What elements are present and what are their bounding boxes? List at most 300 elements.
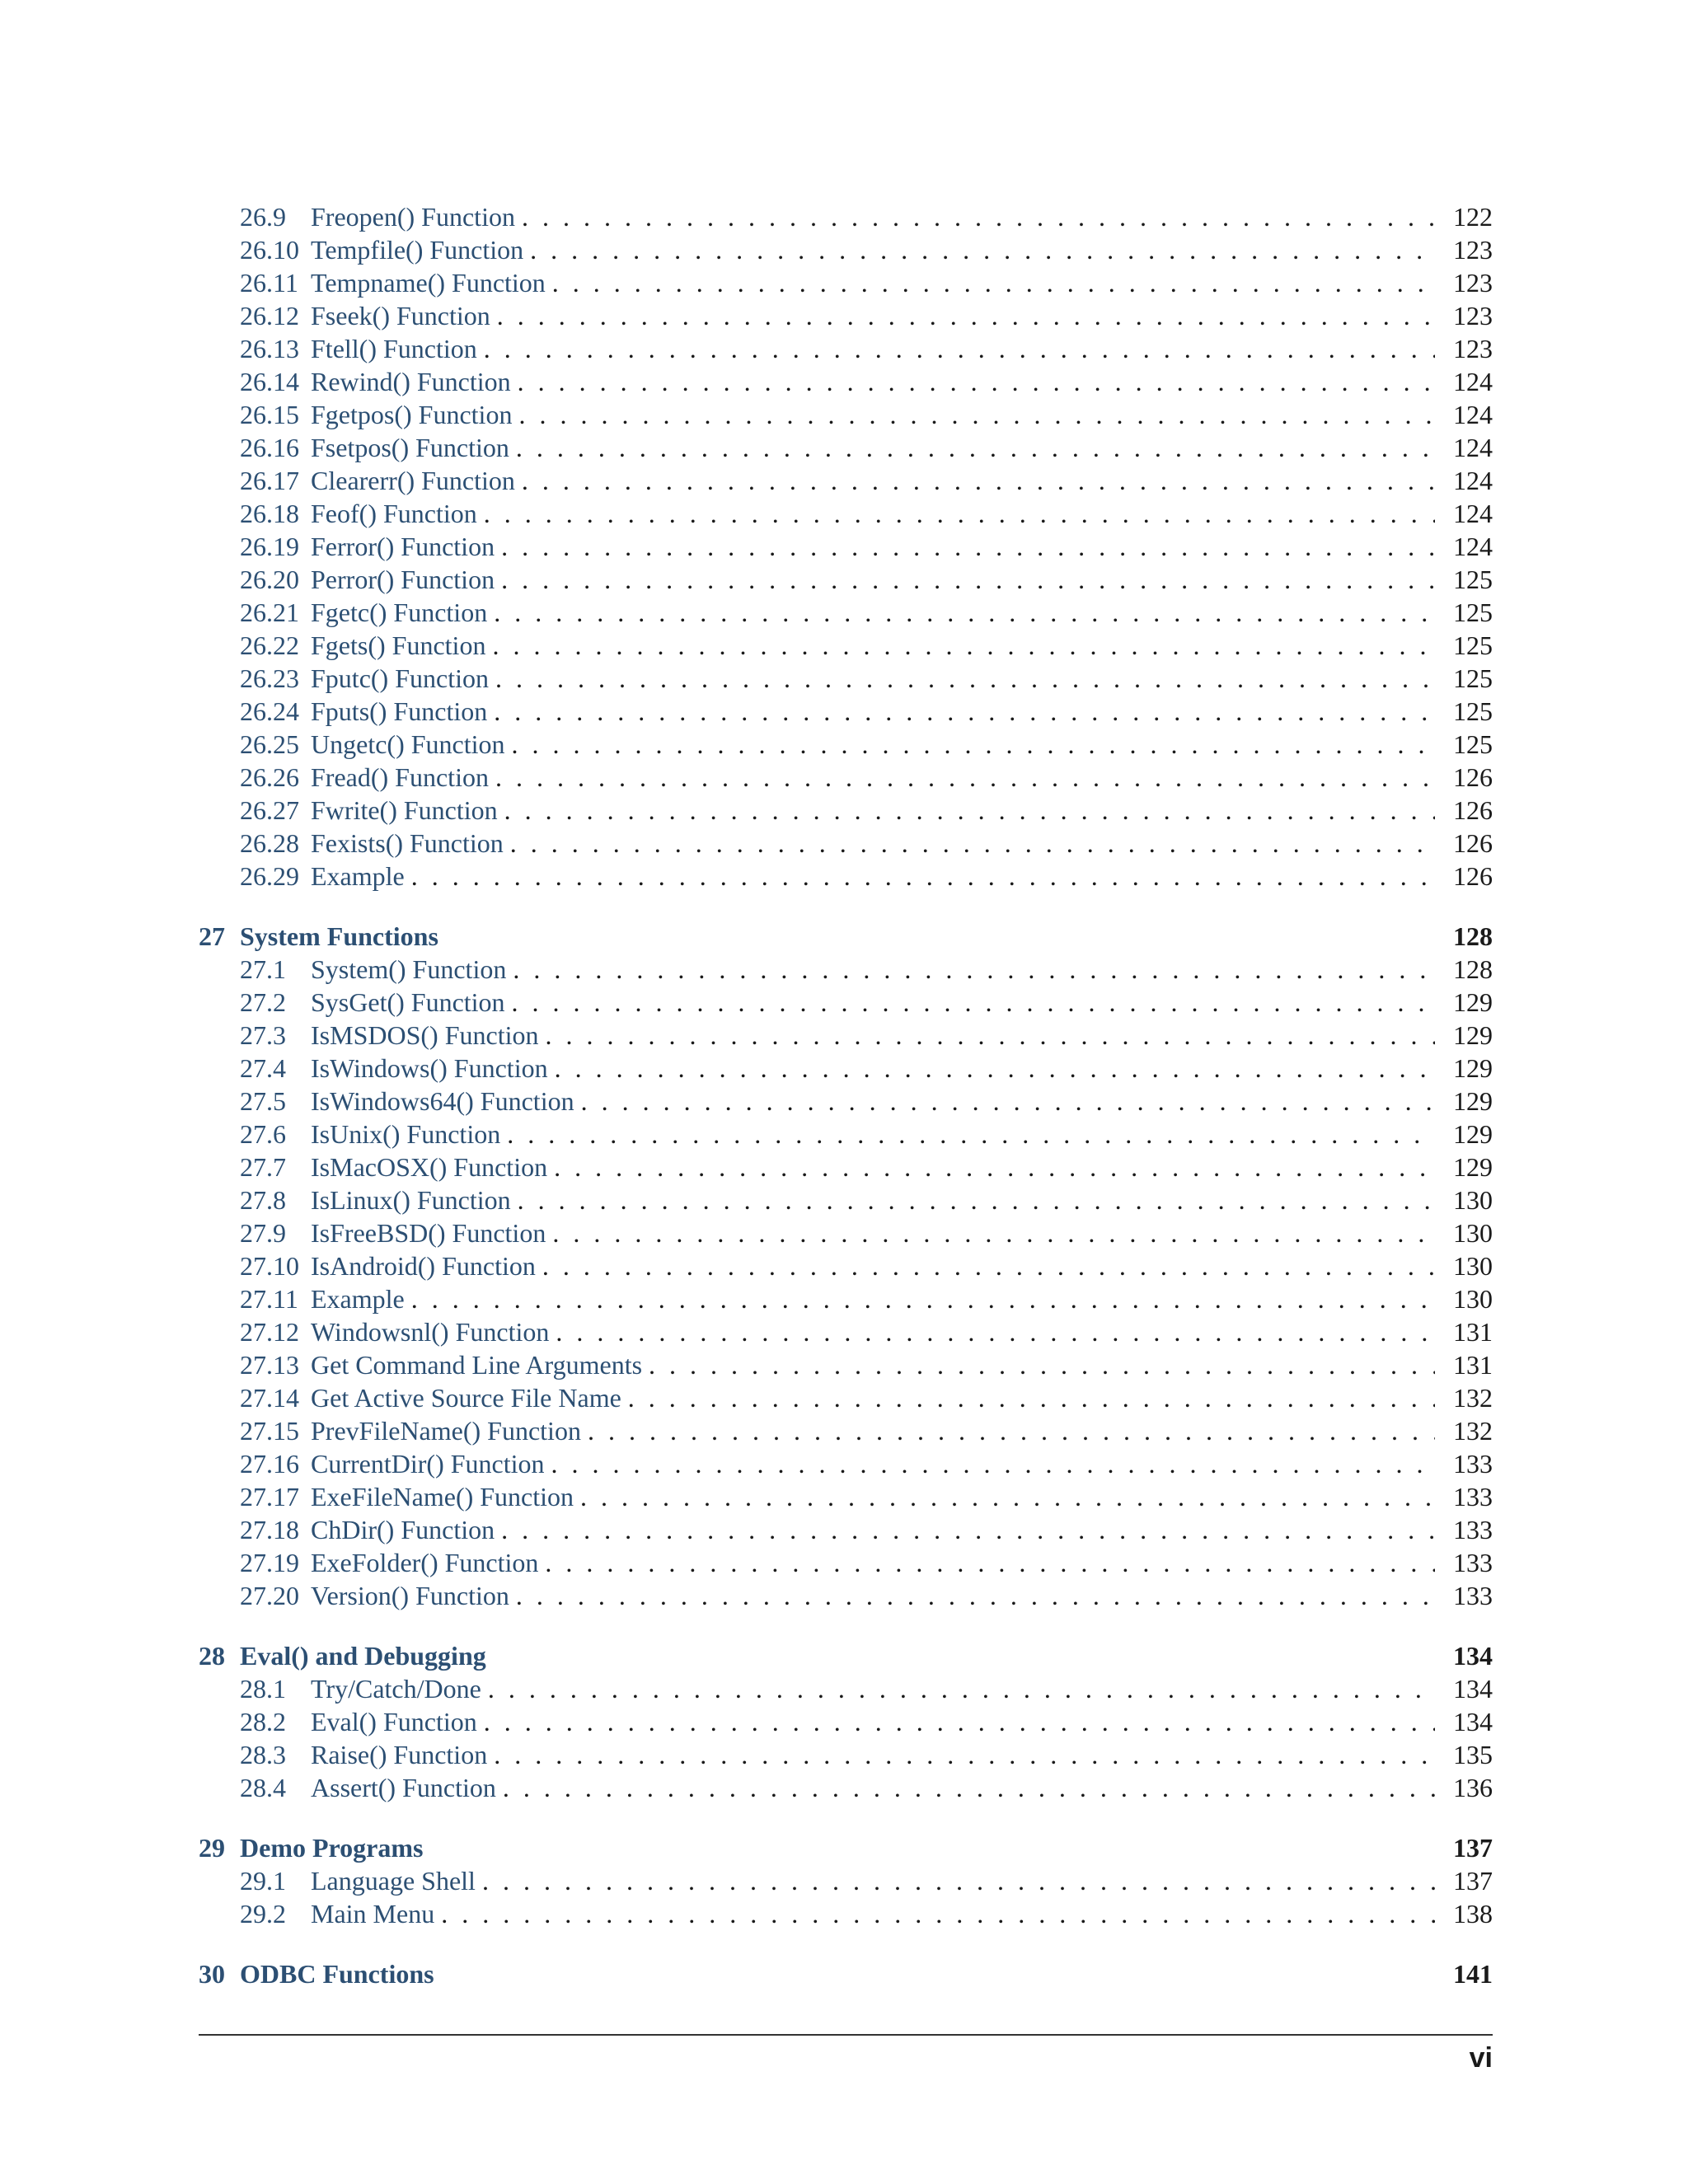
toc-section-row [199, 1151, 1493, 1183]
leader-dots [487, 1738, 1435, 1771]
toc-section-row [199, 860, 1493, 893]
toc-entry-number: 26.23 [240, 663, 299, 693]
leader-dots [487, 596, 1435, 629]
toc-section-link[interactable] [199, 1118, 500, 1151]
toc-section-row [199, 953, 1493, 986]
toc-entry-number: 27.1 [240, 954, 286, 984]
toc-entry-title: IsLinux() Function [311, 1185, 511, 1215]
toc-entry-number: 27.12 [240, 1317, 299, 1347]
toc-section-row [199, 1705, 1493, 1738]
toc-page-number: 134 [1453, 1674, 1493, 1704]
leader-dots [485, 629, 1435, 662]
toc-section-row [199, 233, 1493, 266]
toc-entry-title: Fread() Function [311, 762, 489, 792]
toc-section-row [199, 1771, 1493, 1804]
toc-entry-title: Example [311, 861, 405, 891]
toc-entry-number: 27 [199, 921, 225, 951]
toc-entry-number: 26.17 [240, 466, 299, 495]
toc-page-number: 124 [1453, 466, 1493, 495]
leader-dots [477, 332, 1435, 365]
toc-section-row [199, 695, 1493, 728]
toc-page-number: 126 [1453, 828, 1493, 858]
toc-section-link[interactable] [199, 1085, 574, 1118]
toc-section-row [199, 728, 1493, 761]
toc-section-link[interactable] [199, 398, 512, 431]
toc-section-link[interactable] [199, 563, 495, 596]
toc-entry-title: ChDir() Function [311, 1515, 495, 1544]
toc-section-row [199, 1897, 1493, 1930]
toc-entry-number: 27.19 [240, 1548, 299, 1577]
leader-dots [496, 1771, 1435, 1804]
toc-page-number: 128 [1453, 954, 1493, 984]
toc-section-link[interactable] [199, 695, 487, 728]
leader-dots [434, 1897, 1435, 1930]
toc-page-number: 126 [1453, 762, 1493, 792]
leader-dots [481, 1672, 1435, 1705]
leader-dots [538, 1546, 1435, 1579]
toc-page-number: 133 [1453, 1515, 1493, 1544]
leader-dots [495, 1513, 1435, 1546]
toc-entry-title: Demo Programs [240, 1833, 424, 1863]
toc-page-number: 130 [1453, 1185, 1493, 1215]
toc-section-link[interactable] [199, 794, 498, 827]
toc-section-row [199, 1085, 1493, 1118]
toc-chapter-link[interactable] [199, 1831, 423, 1864]
leader-dots [523, 233, 1435, 266]
toc-section-row [199, 365, 1493, 398]
toc-page-number: 129 [1453, 1020, 1493, 1050]
toc-section-link[interactable] [199, 1864, 476, 1897]
toc-page-number: 123 [1453, 235, 1493, 265]
table-of-contents [199, 200, 1493, 1990]
leader-dots [405, 860, 1435, 893]
toc-entry-title: Raise() Function [311, 1740, 488, 1769]
toc-section-row [199, 1513, 1493, 1546]
toc-entry-title: IsWindows64() Function [311, 1086, 574, 1116]
leader-dots [487, 695, 1435, 728]
toc-page-number: 125 [1453, 598, 1493, 627]
toc-entry-title: System Functions [240, 921, 438, 951]
toc-entry-title: Fsetpos() Function [311, 433, 509, 462]
toc-section-link[interactable] [199, 1183, 511, 1216]
toc-section-row [199, 464, 1493, 497]
toc-entry-title: Fgetpos() Function [311, 400, 513, 429]
toc-section-link[interactable] [199, 1546, 538, 1579]
toc-section-row [199, 1738, 1493, 1771]
toc-section-row [199, 1019, 1493, 1052]
toc-page-number: 125 [1453, 696, 1493, 726]
toc-section-row [199, 200, 1493, 233]
toc-section-row [199, 299, 1493, 332]
toc-page-number: 129 [1453, 987, 1493, 1017]
toc-entry-title: Try/Catch/Done [311, 1674, 481, 1704]
toc-entry-number: 29.1 [240, 1866, 286, 1896]
toc-page-number: 129 [1453, 1053, 1493, 1083]
toc-page-number: 125 [1453, 663, 1493, 693]
toc-page-number: 130 [1453, 1284, 1493, 1314]
toc-section-row [199, 1348, 1493, 1381]
toc-entry-title: IsFreeBSD() Function [311, 1218, 546, 1248]
toc-entry-number: 26.11 [240, 268, 298, 298]
toc-entry-number: 27.17 [240, 1482, 299, 1511]
toc-entry-number: 26.18 [240, 499, 299, 528]
leader-dots [545, 1447, 1436, 1480]
toc-entry-number: 27.16 [240, 1449, 299, 1479]
leader-dots [642, 1348, 1435, 1381]
toc-section-link[interactable] [199, 1282, 405, 1315]
toc-entry-number: 26.14 [240, 367, 299, 396]
toc-entry-title: Main Menu [311, 1899, 435, 1929]
leader-dots [511, 365, 1435, 398]
leader-dots [574, 1085, 1435, 1118]
toc-page-number: 130 [1453, 1251, 1493, 1281]
toc-page-number: 129 [1453, 1119, 1493, 1149]
page-number: vi [1469, 2042, 1493, 2074]
toc-entry-number: 27.13 [240, 1350, 299, 1380]
toc-section-row [199, 794, 1493, 827]
toc-section-link[interactable] [199, 1447, 545, 1480]
toc-section-link[interactable] [199, 1513, 495, 1546]
toc-section-row [199, 1381, 1493, 1414]
toc-entry-title: Fputs() Function [311, 696, 488, 726]
toc-page-number: 128 [1453, 921, 1493, 951]
toc-entry-number: 27.6 [240, 1119, 286, 1149]
leader-dots [509, 431, 1435, 464]
toc-section-link[interactable] [199, 233, 523, 266]
toc-section-link[interactable] [199, 1052, 548, 1085]
leader-dots [509, 1579, 1435, 1612]
toc-page-number: 138 [1453, 1899, 1493, 1929]
toc-chapter-row [199, 1831, 1493, 1864]
toc-section-link[interactable] [199, 629, 485, 662]
leader-dots [546, 266, 1435, 299]
toc-chapter-row [199, 1957, 1493, 1990]
toc-section-link[interactable] [199, 1672, 481, 1705]
toc-entry-number: 28.4 [240, 1773, 286, 1802]
toc-page-number: 125 [1453, 630, 1493, 660]
toc-entry-title: ExeFileName() Function [311, 1482, 574, 1511]
toc-entry-title: Perror() Function [311, 565, 495, 594]
toc-entry-number: 26.26 [240, 762, 299, 792]
toc-chapter-row [199, 920, 1493, 953]
leader-dots [489, 761, 1435, 794]
toc-page-number: 124 [1453, 499, 1493, 528]
toc-entry-number: 27.9 [240, 1218, 286, 1248]
toc-page-number: 123 [1453, 334, 1493, 363]
toc-entry-title: ExeFolder() Function [311, 1548, 539, 1577]
toc-section-row [199, 1672, 1493, 1705]
leader-dots [515, 464, 1435, 497]
toc-entry-number: 26.16 [240, 433, 299, 462]
leader-dots [505, 728, 1436, 761]
toc-section-link[interactable] [199, 1579, 509, 1612]
toc-page-number: 132 [1453, 1383, 1493, 1413]
toc-entry-title: Version() Function [311, 1581, 509, 1610]
toc-entry-number: 26.25 [240, 729, 299, 759]
toc-section-row [199, 1579, 1493, 1612]
leader-dots [581, 1414, 1435, 1447]
toc-section-row [199, 1480, 1493, 1513]
toc-entry-number: 30 [199, 1959, 225, 1989]
toc-section-link[interactable] [199, 1381, 621, 1414]
toc-section-link[interactable] [199, 1480, 574, 1513]
leader-dots [546, 1216, 1435, 1249]
toc-section-link[interactable] [199, 761, 489, 794]
leader-dots [495, 563, 1435, 596]
leader-dots [490, 299, 1435, 332]
toc-section-row [199, 662, 1493, 695]
toc-entry-number: 26.21 [240, 598, 299, 627]
toc-entry-number: 27.14 [240, 1383, 299, 1413]
toc-page-number: 122 [1453, 202, 1493, 232]
toc-section-row [199, 1864, 1493, 1897]
toc-page-number: 126 [1453, 861, 1493, 891]
leader-dots [506, 953, 1435, 986]
toc-section-link[interactable] [199, 1151, 547, 1183]
toc-entry-number: 28 [199, 1641, 225, 1671]
toc-section-link[interactable] [199, 1738, 487, 1771]
toc-page-number: 133 [1453, 1581, 1493, 1610]
leader-dots [547, 1151, 1435, 1183]
toc-entry-title: Fgetc() Function [311, 598, 488, 627]
toc-entry-title: ODBC Functions [240, 1959, 434, 1989]
toc-entry-number: 28.3 [240, 1740, 286, 1769]
toc-page-number: 124 [1453, 367, 1493, 396]
toc-page-number: 126 [1453, 795, 1493, 825]
leader-dots [515, 200, 1435, 233]
toc-page-number: 132 [1453, 1416, 1493, 1446]
toc-section-link[interactable] [199, 1897, 434, 1930]
toc-entry-title: IsWindows() Function [311, 1053, 548, 1083]
toc-section-link[interactable] [199, 953, 506, 986]
toc-page-number: 133 [1453, 1449, 1493, 1479]
leader-dots [498, 794, 1435, 827]
toc-entry-number: 26.12 [240, 301, 299, 330]
toc-entry-number: 29.2 [240, 1899, 286, 1929]
toc-entry-title: Fseek() Function [311, 301, 490, 330]
toc-entry-number: 27.18 [240, 1515, 299, 1544]
toc-entry-number: 27.2 [240, 987, 286, 1017]
toc-section-link[interactable] [199, 530, 495, 563]
toc-entry-number: 29 [199, 1833, 225, 1863]
toc-entry-number: 26.9 [240, 202, 286, 232]
toc-page-number: 123 [1453, 301, 1493, 330]
toc-entry-number: 26.20 [240, 565, 299, 594]
toc-section-link[interactable] [199, 299, 490, 332]
leader-dots [536, 1249, 1435, 1282]
toc-section-row [199, 1546, 1493, 1579]
leader-dots [538, 1019, 1435, 1052]
toc-section-row [199, 1052, 1493, 1085]
toc-page-number: 135 [1453, 1740, 1493, 1769]
toc-entry-number: 26.24 [240, 696, 299, 726]
toc-entry-number: 27.11 [240, 1284, 298, 1314]
toc-page-number: 124 [1453, 532, 1493, 561]
toc-section-row [199, 431, 1493, 464]
toc-section-row [199, 530, 1493, 563]
toc-page-number: 134 [1453, 1707, 1493, 1736]
toc-entry-title: Get Active Source File Name [311, 1383, 621, 1413]
toc-page-number: 129 [1453, 1086, 1493, 1116]
toc-page-number: 125 [1453, 729, 1493, 759]
toc-section-row [199, 1216, 1493, 1249]
toc-section-row [199, 1183, 1493, 1216]
toc-entry-title: System() Function [311, 954, 507, 984]
toc-entry-number: 27.8 [240, 1185, 286, 1215]
toc-section-link[interactable] [199, 1348, 642, 1381]
toc-section-link[interactable] [199, 431, 509, 464]
toc-section-row [199, 1315, 1493, 1348]
toc-section-row [199, 332, 1493, 365]
leader-dots [512, 398, 1435, 431]
toc-section-link[interactable] [199, 827, 504, 860]
toc-entry-title: IsUnix() Function [311, 1119, 501, 1149]
toc-entry-title: Ferror() Function [311, 532, 495, 561]
toc-section-link[interactable] [199, 1216, 546, 1249]
toc-page-number: 137 [1453, 1833, 1493, 1863]
leader-dots [621, 1381, 1435, 1414]
toc-entry-number: 26.27 [240, 795, 299, 825]
leader-dots [549, 1315, 1435, 1348]
toc-chapter-link[interactable] [199, 1639, 486, 1672]
toc-entry-number: 26.13 [240, 334, 299, 363]
toc-section-link[interactable] [199, 1414, 581, 1447]
toc-section-link[interactable] [199, 332, 477, 365]
toc-entry-number: 26.15 [240, 400, 299, 429]
toc-section-link[interactable] [199, 596, 487, 629]
toc-page-number: 124 [1453, 433, 1493, 462]
toc-entry-title: Eval() Function [311, 1707, 477, 1736]
toc-page-number: 130 [1453, 1218, 1493, 1248]
toc-section-row [199, 1447, 1493, 1480]
toc-section-link[interactable] [199, 200, 515, 233]
toc-section-row [199, 497, 1493, 530]
toc-section-row [199, 986, 1493, 1019]
toc-entry-number: 27.4 [240, 1053, 286, 1083]
toc-entry-number: 26.28 [240, 828, 299, 858]
toc-section-row [199, 266, 1493, 299]
toc-entry-number: 26.10 [240, 235, 299, 265]
toc-entry-number: 27.5 [240, 1086, 286, 1116]
toc-section-link[interactable] [199, 1019, 538, 1052]
toc-entry-title: Fputc() Function [311, 663, 489, 693]
toc-entry-number: 28.1 [240, 1674, 286, 1704]
toc-entry-title: PrevFileName() Function [311, 1416, 581, 1446]
toc-page-number: 125 [1453, 565, 1493, 594]
toc-entry-number: 28.2 [240, 1707, 286, 1736]
toc-entry-title: CurrentDir() Function [311, 1449, 545, 1479]
toc-entry-title: Clearerr() Function [311, 466, 515, 495]
toc-page-number: 131 [1453, 1350, 1493, 1380]
toc-section-row [199, 1249, 1493, 1282]
toc-page-number: 133 [1453, 1482, 1493, 1511]
toc-entry-title: Example [311, 1284, 405, 1314]
toc-section-row [199, 398, 1493, 431]
toc-page-number: 136 [1453, 1773, 1493, 1802]
toc-page-number: 131 [1453, 1317, 1493, 1347]
toc-entry-title: Fgets() Function [311, 630, 486, 660]
toc-entry-title: Tempfile() Function [311, 235, 524, 265]
leader-dots [477, 497, 1435, 530]
toc-entry-title: SysGet() Function [311, 987, 505, 1017]
toc-section-link[interactable] [199, 986, 505, 1019]
toc-entry-number: 27.10 [240, 1251, 299, 1281]
toc-page-number: 141 [1453, 1959, 1493, 1989]
leader-dots [495, 530, 1435, 563]
toc-entry-number: 26.22 [240, 630, 299, 660]
toc-entry-title: Assert() Function [311, 1773, 496, 1802]
toc-entry-title: Eval() and Debugging [240, 1641, 486, 1671]
toc-section-link[interactable] [199, 365, 511, 398]
toc-entry-title: Tempname() Function [311, 268, 546, 298]
toc-section-link[interactable] [199, 662, 489, 695]
toc-entry-title: IsAndroid() Function [311, 1251, 536, 1281]
toc-entry-number: 27.7 [240, 1152, 286, 1182]
toc-section-row [199, 596, 1493, 629]
footer-divider [199, 2034, 1493, 2036]
toc-entry-title: Ftell() Function [311, 334, 477, 363]
toc-section-link[interactable] [199, 1315, 549, 1348]
toc-page-number: 134 [1453, 1641, 1493, 1671]
toc-section-link[interactable] [199, 266, 546, 299]
toc-section-link[interactable] [199, 1705, 477, 1738]
toc-section-link[interactable] [199, 464, 515, 497]
toc-chapter-row [199, 1639, 1493, 1672]
leader-dots [574, 1480, 1435, 1513]
leader-dots [505, 986, 1435, 1019]
toc-entry-title: Get Command Line Arguments [311, 1350, 643, 1380]
leader-dots [476, 1864, 1435, 1897]
toc-section-link[interactable] [199, 860, 405, 893]
toc-entry-number: 26.29 [240, 861, 299, 891]
toc-chapter-link[interactable] [199, 1957, 434, 1990]
toc-section-row [199, 1414, 1493, 1447]
toc-page-number: 133 [1453, 1548, 1493, 1577]
leader-dots [405, 1282, 1435, 1315]
toc-page-number: 124 [1453, 400, 1493, 429]
toc-entry-number: 27.3 [240, 1020, 286, 1050]
toc-section-row [199, 761, 1493, 794]
toc-page-number: 123 [1453, 268, 1493, 298]
toc-entry-title: Fwrite() Function [311, 795, 498, 825]
toc-entry-title: Windowsnl() Function [311, 1317, 550, 1347]
toc-entry-title: Feof() Function [311, 499, 477, 528]
toc-entry-title: IsMSDOS() Function [311, 1020, 539, 1050]
toc-section-row [199, 1118, 1493, 1151]
toc-entry-title: Freopen() Function [311, 202, 515, 232]
toc-section-link[interactable] [199, 728, 505, 761]
toc-chapter-link[interactable] [199, 920, 438, 953]
leader-dots [477, 1705, 1435, 1738]
toc-section-row [199, 1282, 1493, 1315]
leader-dots [500, 1118, 1435, 1151]
toc-entry-title: IsMacOSX() Function [311, 1152, 548, 1182]
toc-section-link[interactable] [199, 497, 477, 530]
toc-entry-number: 27.15 [240, 1416, 299, 1446]
leader-dots [504, 827, 1435, 860]
toc-entry-title: Language Shell [311, 1866, 476, 1896]
toc-entry-title: Ungetc() Function [311, 729, 505, 759]
toc-section-link[interactable] [199, 1771, 496, 1804]
toc-section-row [199, 629, 1493, 662]
toc-entry-number: 26.19 [240, 532, 299, 561]
toc-entry-number: 27.20 [240, 1581, 299, 1610]
toc-section-row [199, 563, 1493, 596]
leader-dots [489, 662, 1435, 695]
leader-dots [511, 1183, 1435, 1216]
toc-section-link[interactable] [199, 1249, 536, 1282]
leader-dots [548, 1052, 1435, 1085]
